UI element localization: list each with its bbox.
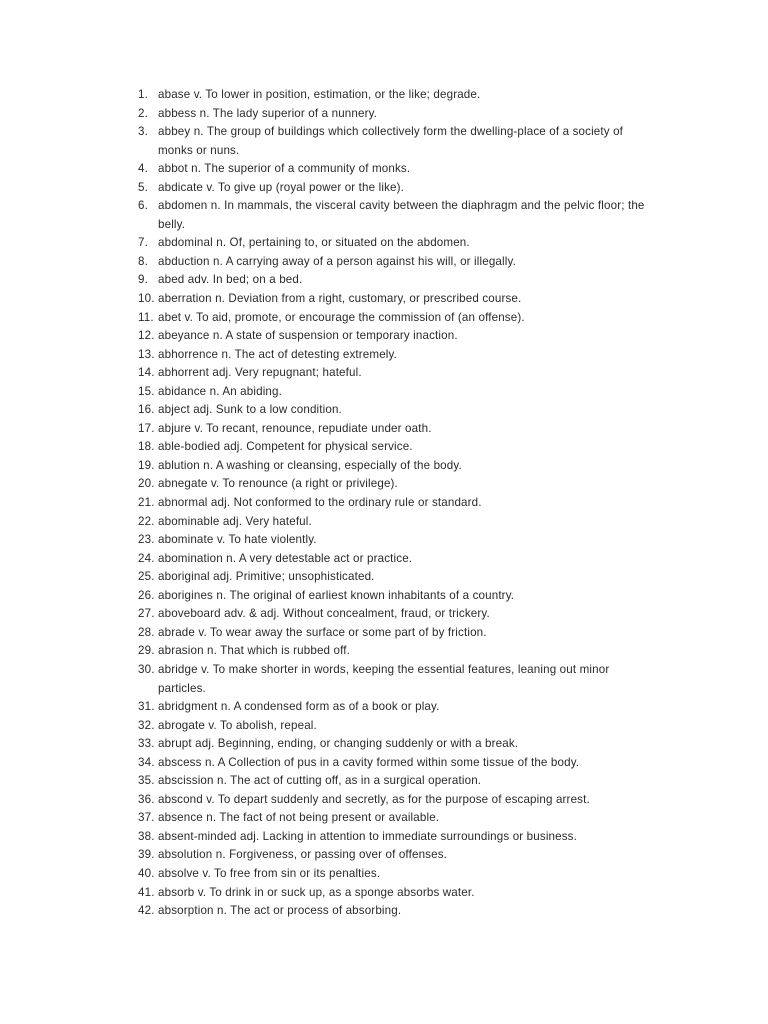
item-number: 21.: [138, 496, 155, 510]
item-number: 35.: [138, 774, 155, 788]
list-item: [138, 234, 658, 253]
list-item: [138, 123, 658, 160]
item-number: 5.: [138, 180, 148, 194]
list-item: [138, 809, 658, 828]
item-number: 26.: [138, 588, 155, 602]
item-number: 4.: [138, 162, 148, 176]
list-item: [138, 846, 658, 865]
list-item: [138, 494, 658, 513]
item-definition: abbess n. The lady superior of a nunnery.: [158, 106, 378, 120]
list-item: [138, 735, 658, 754]
item-definition: abrasion n. That which is rubbed off.: [158, 644, 351, 658]
item-definition: abbot n. The superior of a community of monks.: [158, 162, 411, 176]
item-definition: abduction n. A carrying away of a person against his will, or illegally.: [158, 254, 516, 268]
list-item: [138, 383, 658, 402]
list-item: [138, 624, 658, 643]
item-number: 11.: [138, 310, 154, 324]
item-number: 23.: [138, 533, 155, 547]
list-item: [138, 420, 658, 439]
item-definition: absolution n. Forgiveness, or passing over of offenses.: [158, 848, 448, 862]
item-number: 40.: [138, 866, 155, 880]
list-item: [138, 902, 658, 921]
list-item: [138, 346, 658, 365]
item-number: 39.: [138, 848, 155, 862]
item-definition: abscission n. The act of cutting off, as in a surgical operation.: [158, 774, 482, 788]
item-definition: abominable adj. Very hateful.: [158, 514, 312, 528]
item-definition: aberration n. Deviation from a right, customary, or prescribed course.: [158, 292, 522, 306]
item-definition: abhorrence n. The act of detesting extremely.: [158, 347, 397, 361]
list-item: [138, 513, 658, 532]
item-number: 22.: [138, 514, 155, 528]
item-definition: abridge v. To make shorter in words, keeping the essential features, leaning out minor particles.: [158, 662, 610, 695]
item-definition: absolve v. To free from sin or its penalties.: [158, 866, 381, 880]
item-definition: abomination n. A very detestable act or practice.: [158, 551, 413, 565]
item-definition: absent-minded adj. Lacking in attention to immediate surroundings or business.: [158, 829, 578, 843]
item-number: 32.: [138, 718, 155, 732]
list-item: [138, 197, 658, 234]
list-item: [138, 828, 658, 847]
item-number: 16.: [138, 403, 155, 417]
item-number: 27.: [138, 607, 155, 621]
item-number: 31.: [138, 700, 155, 714]
item-definition: abjure v. To recant, renounce, repudiate under oath.: [158, 421, 432, 435]
list-item: [138, 884, 658, 903]
item-definition: abrupt adj. Beginning, ending, or changing suddenly or with a break.: [158, 737, 519, 751]
list-item: [138, 605, 658, 624]
list-item: [138, 179, 658, 198]
list-item: [138, 475, 658, 494]
item-number: 34.: [138, 755, 155, 769]
list-item: [138, 271, 658, 290]
item-definition: abnegate v. To renounce (a right or privilege).: [158, 477, 398, 491]
list-item: [138, 327, 658, 346]
item-number: 24.: [138, 551, 155, 565]
item-definition: abrogate v. To abolish, repeal.: [158, 718, 317, 732]
item-definition: abject adj. Sunk to a low condition.: [158, 403, 342, 417]
item-number: 13.: [138, 347, 155, 361]
list-item: [138, 401, 658, 420]
list-item: [138, 105, 658, 124]
item-number: 9.: [138, 273, 148, 287]
item-definition: abeyance n. A state of suspension or temporary inaction.: [158, 329, 458, 343]
item-definition: abdicate v. To give up (royal power or the like).: [158, 180, 404, 194]
item-number: 28.: [138, 625, 155, 639]
item-definition: abscess n. A Collection of pus in a cavity formed within some tissue of the body.: [158, 755, 580, 769]
item-definition: abdominal n. Of, pertaining to, or situated on the abdomen.: [158, 236, 470, 250]
item-definition: abidance n. An abiding.: [158, 384, 282, 398]
list-item: [138, 698, 658, 717]
item-number: 3.: [138, 125, 148, 139]
item-definition: aboriginal adj. Primitive; unsophisticated.: [158, 570, 375, 584]
list-item: [138, 568, 658, 587]
item-definition: absence n. The fact of not being present or available.: [158, 811, 440, 825]
list-item: [138, 290, 658, 309]
item-number: 29.: [138, 644, 155, 658]
list-item: [138, 86, 658, 105]
item-definition: abdomen n. In mammals, the visceral cavity between the diaphragm and the pelvic floor; the belly.: [158, 199, 645, 231]
item-number: 1.: [138, 88, 148, 101]
item-number: 17.: [138, 421, 155, 435]
item-number: 36.: [138, 792, 155, 806]
item-definition: aboveboard adv. & adj. Without concealment, fraud, or trickery.: [158, 607, 490, 621]
vocabulary-list: [138, 86, 658, 921]
item-number: 14.: [138, 366, 155, 380]
item-definition: abnormal adj. Not conformed to the ordinary rule or standard.: [158, 496, 482, 510]
item-number: 38.: [138, 829, 155, 843]
list-item: [138, 438, 658, 457]
item-number: 18.: [138, 440, 155, 454]
item-number: 33.: [138, 737, 155, 751]
list-item: [138, 865, 658, 884]
item-number: 19.: [138, 458, 155, 472]
list-item: [138, 160, 658, 179]
item-definition: abhorrent adj. Very repugnant; hateful.: [158, 366, 362, 380]
item-number: 20.: [138, 477, 155, 491]
item-definition: abed adv. In bed; on a bed.: [158, 273, 303, 287]
item-number: 37.: [138, 811, 155, 825]
item-definition: abrade v. To wear away the surface or some part of by friction.: [158, 625, 487, 639]
item-definition: able-bodied adj. Competent for physical service.: [158, 440, 413, 454]
item-number: 15.: [138, 384, 155, 398]
item-number: 41.: [138, 885, 155, 899]
list-item: [138, 531, 658, 550]
item-definition: abase v. To lower in position, estimation, or the like; degrade.: [158, 88, 481, 101]
item-number: 10.: [138, 292, 155, 306]
list-item: [138, 772, 658, 791]
item-definition: abet v. To aid, promote, or encourage the commission of (an offense).: [158, 310, 525, 324]
item-number: 8.: [138, 254, 148, 268]
list-item: [138, 587, 658, 606]
item-number: 6.: [138, 199, 148, 213]
item-definition: absorption n. The act or process of absorbing.: [158, 904, 402, 918]
list-item: [138, 791, 658, 810]
item-number: 42.: [138, 904, 155, 918]
list-item: [138, 717, 658, 736]
list-item: [138, 457, 658, 476]
item-definition: aborigines n. The original of earliest known inhabitants of a country.: [158, 588, 515, 602]
list-item: [138, 309, 658, 328]
list-item: [138, 364, 658, 383]
item-definition: absorb v. To drink in or suck up, as a sponge absorbs water.: [158, 885, 475, 899]
list-item: [138, 754, 658, 773]
item-number: 2.: [138, 106, 148, 120]
list-item: [138, 550, 658, 569]
item-definition: abominate v. To hate violently.: [158, 533, 317, 547]
list-item: [138, 642, 658, 661]
list-item: [138, 253, 658, 272]
item-definition: abbey n. The group of buildings which collectively form the dwelling-place of a society of monks or nuns.: [158, 125, 624, 157]
item-definition: abridgment n. A condensed form as of a book or play.: [158, 700, 440, 714]
list-item: [138, 661, 658, 698]
item-number: 25.: [138, 570, 155, 584]
item-number: 30.: [138, 662, 155, 676]
item-definition: abscond v. To depart suddenly and secretly, as for the purpose of escaping arrest.: [158, 792, 590, 806]
item-definition: ablution n. A washing or cleansing, especially of the body.: [158, 458, 462, 472]
item-number: 7.: [138, 236, 148, 250]
item-number: 12.: [138, 329, 155, 343]
